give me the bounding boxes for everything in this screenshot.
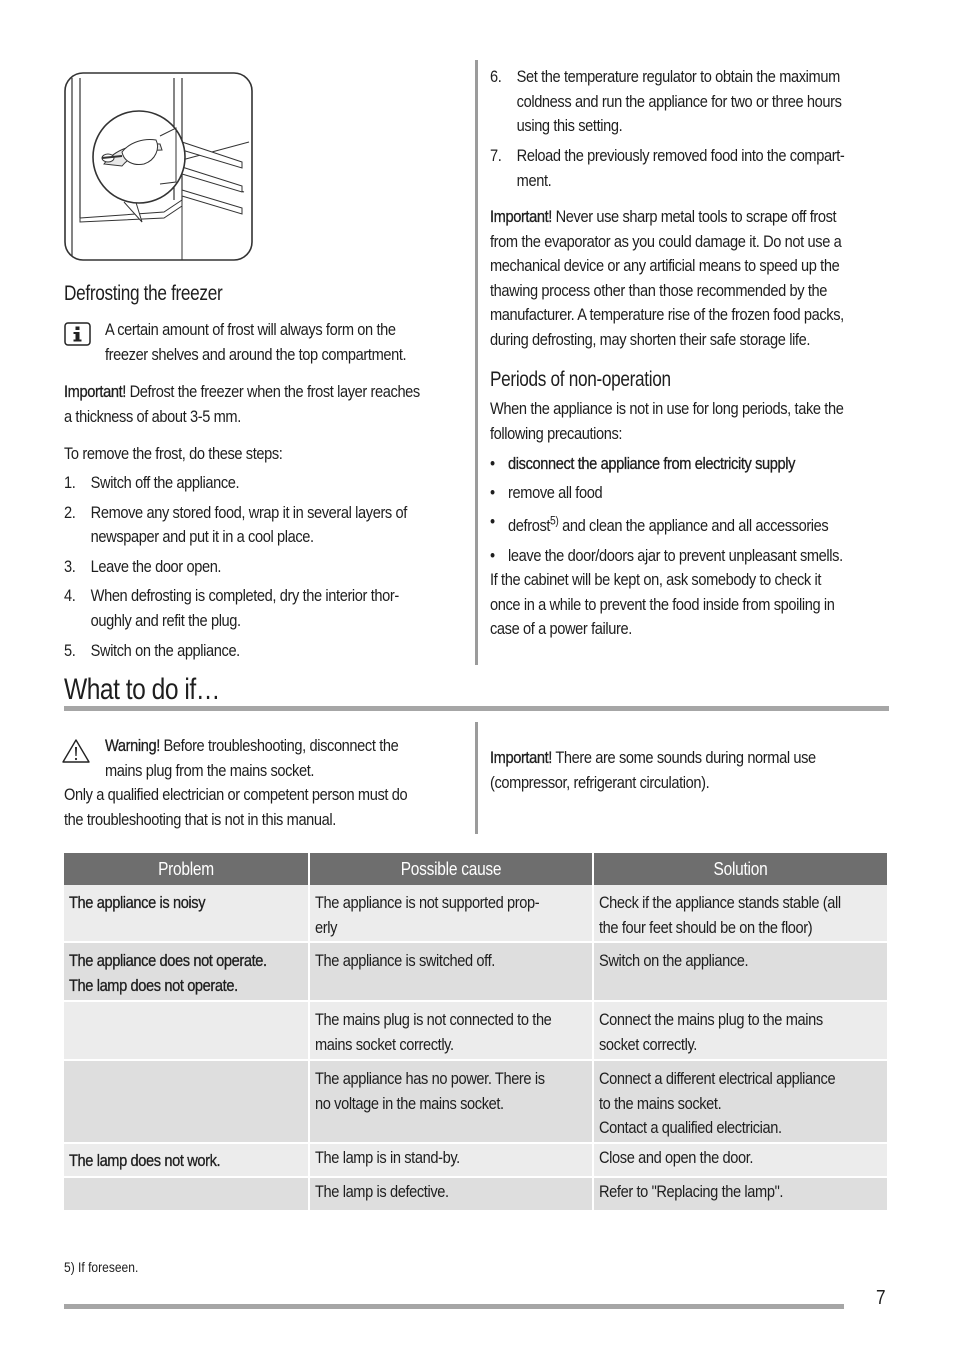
problem-cell: The appliance does not operate. The lamp does not operate. [64,943,308,1000]
steps-intro: To remove the frost, do these steps: [64,444,283,463]
section-title: What to do if… [64,673,220,706]
step-text: When defrosting is completed, dry the interior thor- [90,586,399,605]
problem-cell [64,1178,308,1210]
column-divider [475,722,478,834]
step-text: using this setting. [516,116,623,135]
step-text: ment. [516,170,552,190]
warning-text: Warning! Before troubleshooting, disconnect the mains plug from the mains socket. [105,736,399,780]
step-text: coldness and run the appliance for two or three hours [516,91,842,111]
step-number: 6. [490,67,502,86]
table-header-solution: Solution [594,853,887,885]
table-header-problem: Problem [64,853,308,885]
periods-heading: Periods of non-operation [490,368,671,391]
list-item: • remove all food [490,483,603,502]
important-tools-paragraph: Important! Never use sharp metal tools to scrape off frost from the evaporator as you could damage it. Do not use a mechanical device or any artificial means to speed up the thawing process other than those recommended by the manufacturer. A temperature rise of the frozen food packs, during defrosting, may shorten their safe storage life. [490,207,844,349]
column-divider [475,60,478,665]
solution-cell: Switch on the appliance. [594,943,887,1000]
step-text: newspaper and put it in a cool place. [90,527,314,546]
step-text: oughly and refit the plug. [90,611,241,630]
step-text: Remove any stored food, wrap it in several layers of [90,503,407,522]
problem-cell: The appliance is noisy [64,885,308,941]
cause-cell: The appliance has no power. There is no voltage in the mains socket. [310,1061,592,1142]
defrost-heading: Defrosting the freezer [64,282,223,305]
step-text: Set the temperature regulator to obtain the maximum [516,67,840,86]
precautions-list [490,452,860,582]
solution-cell: Refer to "Replacing the lamp". [594,1178,887,1210]
cause-cell: The appliance is not supported prop- erly [310,885,592,941]
step-text: Reload the previously removed food into the compart- [516,146,845,165]
important-defrost-line-2: a thickness of about 3-5 mm. [64,407,241,426]
problem-cell [64,1061,308,1142]
cabinet-paragraph: If the cabinet will be kept on, ask somebody to check it once in a while to prevent the food inside from spoiling in case of a power failure. [490,570,835,638]
problem-cell [64,1002,308,1059]
list-item: • disconnect the appliance from electricity supply [490,454,796,473]
important-defrost-line-1: Important! Defrost the freezer when the frost layer reaches [64,382,420,401]
step-number: 5. [64,641,76,660]
solution-cell: Check if the appliance stands stable (all the four feet should be on the floor) [594,885,887,941]
step-text: Switch on the appliance. [90,641,240,660]
footer-rule [64,1304,844,1309]
steps-list [64,471,425,671]
table-header-cause: Possible cause [310,853,592,885]
list-item: • defrost$^{5)}$ and clean the appliance and all accessories [490,512,829,535]
footnote: 5) If foreseen. [64,1259,139,1275]
problem-cell: The lamp does not work. [64,1144,308,1176]
steps-list-continued [490,65,851,195]
step-number: 2. [64,503,76,522]
section-rule [64,706,889,711]
important-sounds: Important! There are some sounds during normal use (compressor, refrigerant circulation). [490,748,816,792]
step-text: Switch off the appliance. [90,473,240,492]
step-number: 3. [64,557,76,576]
cause-cell: The lamp is defective. [310,1178,592,1210]
step-number: 1. [64,473,76,492]
info-text-line-1: A certain amount of frost will always form on the [105,320,396,339]
list-item: • leave the door/doors ajar to prevent unpleasant smells. [490,546,843,565]
step-number: 4. [64,586,76,605]
cause-cell: The lamp is in stand-by. [310,1144,592,1176]
qualified-note: Only a qualified electrician or competent person must do the troubleshooting that is not in this manual. [64,785,408,829]
page-number: 7 [876,1287,886,1309]
solution-cell: Connect the mains plug to the mains socket correctly. [594,1002,887,1059]
cause-cell: The mains plug is not connected to the mains socket correctly. [310,1002,592,1059]
periods-intro: When the appliance is not in use for long periods, take the following precautions: [490,399,844,443]
warning-icon [61,738,91,764]
info-text-line-2: freezer shelves and around the top compartment. [105,345,407,364]
solution-cell: Close and open the door. [594,1144,887,1176]
solution-cell: Connect a different electrical appliance to the mains socket. Contact a qualified electrician. [594,1061,887,1142]
step-text: Leave the door open. [90,557,222,576]
step-number: 7. [490,146,502,165]
defrost-illustration [64,72,253,261]
info-icon [64,322,91,346]
cause-cell: The appliance is switched off. [310,943,592,1000]
